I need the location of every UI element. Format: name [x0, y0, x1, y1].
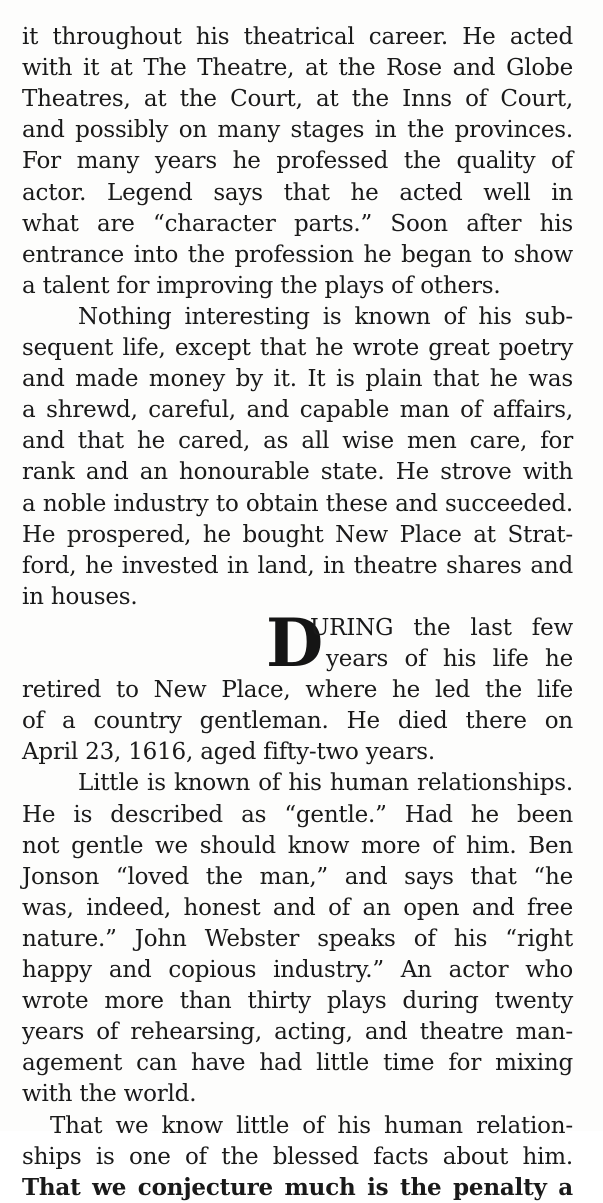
text-line: retired to New Place, where he led the life	[22, 677, 573, 704]
text-line: ships is one of the blessed facts about him.	[22, 1143, 573, 1170]
drop-cap: D	[266, 603, 324, 682]
text-line: happy and copious industry.” An actor who	[22, 957, 573, 983]
text-line: a talent for improving the plays of others.	[22, 272, 501, 299]
text-line: That we conjecture much is the penalty a	[22, 1173, 573, 1201]
text-line: rank and an honourable state. He strove with	[22, 459, 573, 486]
text-line: April 23, 1616, aged fifty-two years.	[22, 739, 435, 766]
text-line: entrance into the profession he began to show	[22, 241, 573, 268]
text-line: it throughout his theatrical career. He acted	[22, 24, 573, 50]
text-line: in houses.	[22, 583, 138, 610]
text-line: URING the last few	[310, 614, 573, 641]
text-line: For many years he professed the quality of	[22, 148, 573, 175]
text-line: ford, he invested in land, in theatre shares and	[22, 552, 573, 579]
text-line: He prospered, he bought New Place at Strat-	[22, 521, 573, 548]
text-line: wrote more than thirty plays during twenty	[22, 988, 573, 1015]
text-line: Nothing interesting is known of his sub-	[78, 303, 573, 330]
text-line: with it at The Theatre, at the Rose and Globe	[22, 55, 573, 82]
text-line: agement can have had little time for mixing	[22, 1050, 573, 1077]
text-line: not gentle we should know more of him. Ben	[22, 832, 573, 859]
text-line: Theatres, at the Court, at the Inns of Court,	[22, 86, 573, 113]
text-line: sequent life, except that he wrote great poetry	[22, 335, 573, 361]
text-line: of a country gentleman. He died there on	[22, 708, 573, 735]
text-line: with the world.	[22, 1081, 197, 1108]
text-line: Little is known of his human relationships.	[78, 770, 573, 797]
text-line: Jonson “loved the man,” and says that “he	[22, 863, 573, 890]
text-line: and possibly on many stages in the provinces.	[22, 117, 573, 144]
text-line: years of his life he	[326, 646, 573, 672]
text-line: a noble industry to obtain these and succeeded.	[22, 490, 573, 517]
text-line: what are “character parts.” Soon after his	[22, 210, 573, 237]
text-line: and made money by it. It is plain that he was	[22, 366, 573, 393]
text-line: and that he cared, as all wise men care, for	[22, 428, 573, 455]
text-line: That we know little of his human relation-	[50, 1112, 573, 1139]
text-line: years of rehearsing, acting, and theatre man-	[22, 1019, 573, 1046]
text-line: was, indeed, honest and of an open and free	[22, 894, 573, 921]
text-line: actor. Legend says that he acted well in	[22, 179, 573, 206]
text-line: He is described as “gentle.” Had he been	[22, 801, 573, 828]
text-line: a shrewd, careful, and capable man of affairs,	[22, 397, 573, 424]
text-line: nature.” John Webster speaks of his “right	[22, 925, 573, 952]
